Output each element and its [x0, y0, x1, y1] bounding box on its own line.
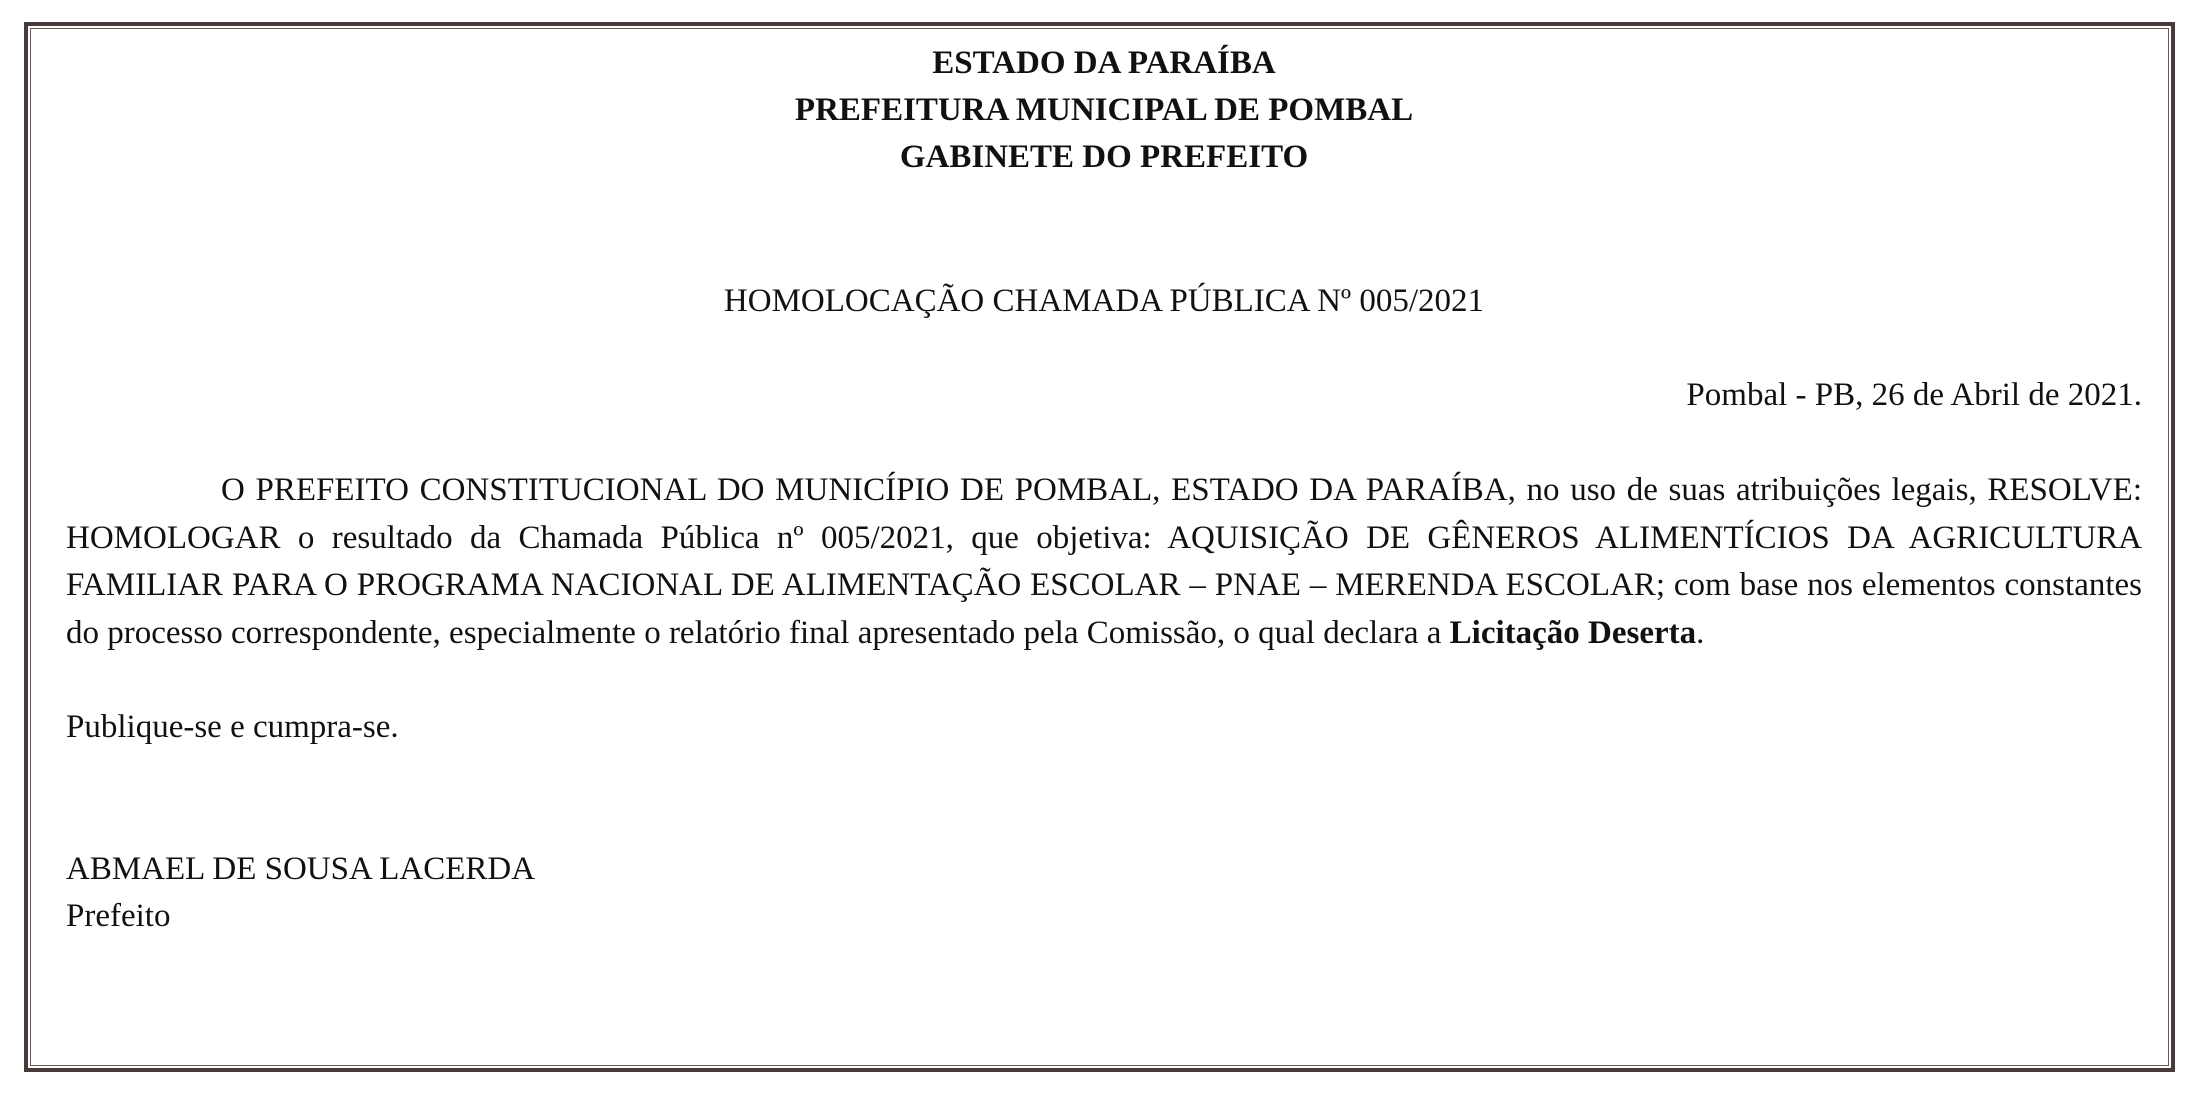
signature-block [66, 846, 2142, 940]
signature-name: ABMAEL DE SOUSA LACERDA [66, 851, 536, 887]
body-text-main: O PREFEITO CONSTITUCIONAL DO MUNICÍPIO DE POMBAL, ESTADO DA PARAÍBA, no uso de suas atribuições legais, RESOLVE: HOMOLOGAR o resultado da Chamada Pública nº 005/2021, que objetiva: AQUISIÇÃO DE GÊNEROS ALIMENTÍCIOS DA AGRICULTURA FAMILIAR PARA O PROGRAMA NACIONAL DE ALIMENTAÇÃO ESCOLAR – PNAE – MERENDA ESCOLAR; com base nos elementos constantes do processo correspondente, especialmente o relatório final apresentado pela Comissão, o qual declara a [66, 472, 2142, 651]
closing-phrase: Publique-se e cumpra-se. [66, 709, 399, 745]
body-text-bold: Licitação Deserta [1449, 614, 1697, 651]
header-office: GABINETE DO PREFEITO [899, 139, 1309, 175]
document-content [66, 40, 2142, 940]
document-title: HOMOLOCAÇÃO CHAMADA PÚBLICA Nº 005/2021 [723, 283, 1485, 319]
body-text-end: . [1696, 614, 1705, 651]
document-date: Pombal - PB, 26 de Abril de 2021. [1686, 377, 2142, 413]
document-body [66, 467, 2142, 657]
header-municipality: PREFEITURA MUNICIPAL DE POMBAL [794, 92, 1414, 128]
header-state: ESTADO DA PARAÍBA [932, 45, 1276, 81]
document-header [66, 40, 2142, 181]
signature-role: Prefeito [66, 898, 171, 934]
